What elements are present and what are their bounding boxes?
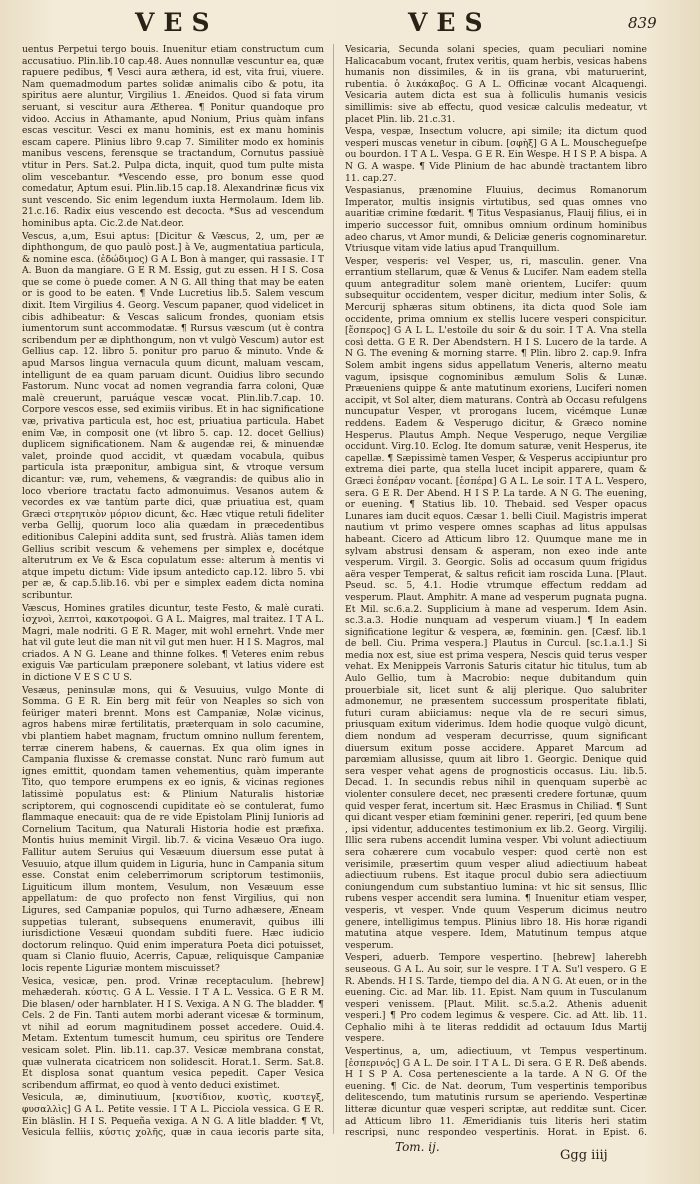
dictionary-entry: Vesper, vesperis: vel Vesper, us, ri, masculin. gener. Vna errantium stellarum, quæ & Venus & Lucifer. Nam eadem stella quum antegraditur solem manè orientem, Lucifer: quum subsequitur occidentem, vesper dicitur, medium inter Solis, & Mercurij sphæras situm obtinens, ita dicta quod Sole iam occidente, prima omnium ex stellis lucere vesperi conspicitur. [ἕσπερος] G A L L. L'estoile du soir & du soir. I T A. Vna stella così detta. G E R. Der Abendstern. H I S. Lucero de la tarde. A N G. The evening & morning starre. ¶ Plin. libro 2. cap.9. Infra Solem ambit ingens sidus appellatum Veneris, alterno meatu vagum, ipsisque cognominibus æmulum Solis & Lunæ. Præueniens quippe & ante matutinum exoriens, Luciferi nomen accipit, vt Sol alter, diem maturans. Contrà ab Occasu refulgens nuncupatur Vesper, vt prorogans lucem, vicémque Lunæ reddens. Eadem & Vesperugo dicitur, & Græco nomine Hesperus. Plautus Amph. Neque Vesperugo, neque Vergiliæ occidunt. Virg.10. Eclog. Ite domum saturæ, venit Hesperus, ite capellæ. ¶ Sæpissimè tamen Vesper, & Vesperus accipiuntur pro extrema diei parte, qua stella lucet incipit apparere, quam & Græci ἑσπέραν vocant. [ἑσπέρα] G A L. Le soir. I T A L. Vespero, sera. G E R. Der Abend. H I S P. La tarde. A N G. The euening, or euening. ¶ Statius lib. 10. Thebaid. sed Vesper opacus Lunares iam ducit equos. Cæsar 1. belli Ciuil. Magistris imperat nautium vt primo vespere omnes scaphas ad litus appulsas habeant. Cicero ad Atticum libro 12. Quumque mane me in sylvam abstrusi densam & asperam, non exeo inde ante vesperum. Virgil. 3. Georgic. Solis ad occasum quum frigidus aëra vesper Temperat, & saltus reficit iam roscida Luna. [Plaut. Pseud. sc. 5, 4.1. Hodie vtrumque effectum reddam ad vesperum. Plaut. Amphitr. A mane ad vesperum pugnata pugna. Et Mil. sc.6.a.2. Supplicium à mane ad vesperum. Idem Asin. sc.3.a.3. Hodie nunquam ad vesperum viuam.] ¶ In eadem significatione legitur & vespera, æ, fœminin. gen. [Cæsf. lib.1 de bell. Ciu. Prima vespera.] Plautus in Curcul. [sc.1.a.1.] Si media nox est, siue est prima vespera, Nescis quid terus vesper vehat. Ex Menippeis Varronis Saturis citatur hic titulus, tum ab Aulo Gellio, tum à Macrobio: neque dubitandum quin prouerbiale sit, licet sunt & alij plerique. Quo salubriter admonemur, ne præsentem successum prosperitate fiblati, futuri curam abiiciamus: neque vla de re securi simus, priusquam exitum viderimus. Idem hodie quoque vulgò dicunt, diem nondum ad vesperam decurrisse, quum significant diuersum exitum posse accidere. Apparet Marcum ad parœmiam allusisse, quum ait libro 1. Georgic. Denique quid sera vesper vehat agens de prognosticis occasus. Liu. lib.5. Decad. 1. In secundis rebus nihil in quenquam superbè ac violenter consulere decet, nec præsenti credere fortunæ, quum quid vesper ferat, incertum sit. Hæc Erasmus in Chiliad. ¶ Sunt qui dicant vesper etiam fœminini gener. reperiri, [ed quum bene , ipsi videntur, adducentes testimonium ex lib.2. Georg. Virgilij. Illic sera rubens accendit lumina vesper. Vbi volunt adiectiuum sera cohærere cum vocabulo vesper: quod certè non est verisimile, præsertim quum vesper aliud adiectiuum habeat adiectiuum rubens. Est itaque procul dubio sera adiectiuum coniungendum cum substantiuo lumina: vt hic sit sensus, Illic rubens vesper accendit sera lumina. ¶ Inuenitur etiam vesper, vesperis, vt vesper. Vnde quum Vesperum dicimus neutro genere, intelligimus tempus. Plinius libro 18. His horæ rigandi matutina atque vespere. Idem, Matutinum tempus atque vesperum. <box>345 255 647 951</box>
dictionary-entry: Vesicaria, Secunda solani species, quam peculiari nomine Halicacabum vocant, frutex veritis, quam herbis, vesicas habens humanis non dissimiles, & in iis grana, vbi maturuerint, rubentia. ὁ λικάκαβος. G A L. Officinæ vocant Alcaquengi. Vesicaria autem dicta est sua à folliculis humanis vesicis simillimis: sive ab effectu, quod vesicæ calculis medeatur, vt placet Plin. lib. 21.c.31. <box>345 44 647 125</box>
dictionary-entry: Vespa, vespæ, Insectum volucre, api simile; ita dictum quod vesperi muscas venetur in cibum. [σφὴξ] G A L. Mouschegueſpe ou bourdon. I T A L. Vespa. G E R. Ein Wespe. H I S P. A bispa. A N G. A waspe. ¶ Vide Plinium de hac abundè tractantem libro 11. cap.27. <box>345 126 647 184</box>
dictionary-entry: uentus Perpetui tergo bouis. Inuenitur etiam constructum cum accusatiuo. Plin.lib.10 cap.48. Aues nonnullæ vescuntur ea, quæ rapuere pedibus, ¶ Vesci aura æthera, id est, vita frui, viuere. Nam quemadmodum partes solidæ animalis cibo & potu, ita spiritus aere aluntur, Virgilius 1. Æneidos. Quod si fata virum seruant, si vescitur aura Ætherea. ¶ Ponitur quandoque pro vidoo. Accius in Athamante, apud Nonium, Prius quàm infans escas vescitur. Vesci ex manu hominis, est ex manu hominis escam capere. Plinius libro 9.cap 7. Similiter modo ex hominis manibus vescens, ferensque se tractandum, Cornutus passiuè vtitur in Pers. Sat.2. Pulpa dicta, inquit, quod tum pulte mista olim vescebantur. *Vescendo esse, pro bonum esse quod comedatur, Aptum esui. Plin.lib.15 cap.18. Alexandrinæ ficus vix sunt vescendo. Sic enim legendum iuxta Hermolaum. Idem lib. 21.c.16. Radix eius vescendo est decocta. *Sus ad vescendum hominibus apta. Cic.2.de Nat.deor. <box>22 44 324 229</box>
dictionary-entry: Væscus, Homines gratiles dicuntur, teste Festo, & malè curati. ἰσχνοὶ, λεπτοὶ, κακοτροφοὶ. G A L. Maigres, mal traitez. I T A L. Magri, male nodriti. G E R. Mager, mit wohl ernehrt. Vnde mer hat vil gute leut die man nit vil gut men huer. H I S. Magros, mal criados. A N G. Leane and thinne folkes. ¶ Veteres enim rebus exiguis Væ particulam præponere solebant, vt latius videre est in dictione V E S C U S. <box>22 602 324 684</box>
dictionary-entry: Vesica, vesicæ, pen. prod. Vrinæ receptaculum. [hebrew] mehæderah. κύστις. G A L. Vessie. I T A L. Vessica. G E R M. Die blasen/ oder harnblater. H I S. Vexiga. A N G. The bladder. ¶ Cels. 2 de Fin. Tanti autem morbi aderant vicesæ & torminum, vt nihil ad eorum magnitudinem posset accedere. Ouid.4. Metam. Extentum tumescit humum, ceu spiritus ore Tendere vesicam solet. Plin. lib.11. cap.37. Vesicæ membrana constat, quæ vulnerata cicatricem non solidescit. Horat.1. Serm. Sat.8. Et displosa sonat quantum vesica pepedit. Caper Vesica scribendum affirmat, eo quod à vento deduci existimet. <box>22 975 324 1091</box>
dictionary-entry: Vesicula, æ, diminutiuum, [κυστίδιον, κυστὶς, κυστεγξ, φυσαλλὶς] G A L. Petite vessie. I T A L. Picciola vessica. G E R. Ein bläslin. H I S. Pequeña vexiga. A N G. A litle bladder. ¶ Vt, Vesicula felliis, κύστις χολῆς, quæ in caua iecoris parte sita, <box>22 1092 324 1139</box>
gathering-signature: Ggg iiij <box>560 1148 608 1163</box>
running-head-left: VES <box>135 8 219 37</box>
dictionary-entry: Vespertinus, a, um, adiectiuum, vt Tempus vespertinum. [ἑσπερινός] G A L. De soir. I T A L. Di sera. G E R. Deß abends. H I S P A. Cosa pertenesciente a la tarde. A N G. Of the euening. ¶ Cic. de Nat. deorum, Tum vespertinis temporibus delitescendo, tum matutinis rursum se aperiendo. Vespertinæ litteræ dicuntur quæ vesperi scriptæ, aut redditæ sunt. Cicer. ad Atticum libro 11. Æmeridianis tuis literis heri statim rescripsi, nunc respondeo vespertinis. Horat. in Epist. 6. <box>345 1046 647 1139</box>
left-column <box>22 44 324 1139</box>
volume-signature: Tom. ij. <box>395 1140 440 1154</box>
page-footer <box>0 1140 700 1180</box>
running-head <box>0 8 700 42</box>
dictionary-entry: Vescus, a,um, Esui aptus: [Dicitur & Væscus, 2, um, per æ diphthongum, de quo paulò post.] à Ve, augmentatiua particula, & nomine esca. (ἐδώδιμος) G A L Bon à manger, qui rassasie. I T A. Buon da mangiare. G E R M. Essig, gut zu essen. H I S. Cosa que se come ò puede comer. A N G. All thing that may be eaten or is good to be eaten. ¶ Vnde Lucretius lib.5. Salem vescum dixit. Item Virgilius 4. Georg. Vescum papaner, quod videlicet in cibis adhibeatur: & Vescas salicum frondes, quoniam etsis iumentorum sunt accommodatæ. ¶ Rursus væscum (ut è contra scribendum per æ diphthongum, non vt vulgò Vescum) autor est Gellius cap. 12. libro 5. ponitur pro paruo & minuto. Vnde & apud Marsos lingua vernacula quum dicunt, maluam vescam, intelligunt de ea quam paruam dicunt. Ouidius libro secundo Fastorum. Nunc vocat ad nomen vegrandia farra coloni, Quæ malè creuerunt, paruáque vescæ vocat. Plin.lib.7.cap. 10. Corpore vescos esse, sed eximiis viribus. Et in hac significatione væ, privativa particula est, hoc est, priuatiua particula. Habet enim Væ, in composit one (vt libro 5. cap. 12. docet Gellius) duplicem significationem. Nam & augendæ rei, & minuendæ valet, proinde quod accidit, vt quædam vocabula, quibus particula ista præponitur, ambigua sint, & vtroque versum dicantur: væ, rum, vehemens, & vægrandis: de quibus alio in loco vberiore tractatu facto admonuimus. Vesanos autem & vecordes ex væ tantùm parte dici, quæ priuatiua est, quam Græci στερητικὸν μόριον dicunt, &c. Hæc vtique retuli fideliter verba Gellij, quorum loco alia quædam in præcedentibus editionibus Calepini addita sunt, sed frustrà. Aliàs tamen idem Gellius scribit vescum & vehemens per simplex e, docétque alterutrum ex Ve & Esca copulatum esse: alterum à mentis vi atque impetu dictum: Vide ipsum antedicto cap.12. libro 5. vbi per æ, & cap.5.lib.16. vbi per e simplex eadem dicta nomina scribuntur. <box>22 230 324 601</box>
right-column <box>345 44 647 1139</box>
dictionary-entry: Vespasianus, prænomine Fluuius, decimus Romanorum Imperator, multis insignis virtutibus, sed quas omnes vno auaritiæ crimine fœdarit. ¶ Titus Vespasianus, Flauij filius, ei in imperio successor fuit, omnibus omnium ordinum hominibus adeo charus, vt Amor mundi, & Deliciæ generis cognominaretur. Vtriusque vitam vide latius apud Tranquillum. <box>345 185 647 255</box>
dictionary-entry: Vesperi, aduerb. Tempore vespertino. [hebrew] laherebh seuseous. G A L. Au soir, sur le vespre. I T A. Su'l vespero. G E R. Abends. H I S. Tarde, tiempo del dia. A N G. At euen, or in the euening. Cic. ad Mar. lib. 11. Epist. Nam quum in Tusculanum vesperi venissem. [Plaut. Milit. sc.5.a.2. Athenis aduenit vesperi.] ¶ Pro codem legimus & vespere. Cic. ad Att. lib. 11. Cephalio mihi à te literas reddidit ad octauum Idus Martij vespere. <box>345 952 647 1045</box>
running-head-right: VES <box>408 8 492 37</box>
dictionary-entry: Vesæus, peninsulæ mons, qui & Vesuuius, vulgo Monte di Somma. G E R. Ein berg mit feür von Neaples so sich von feüriger materi brennt. Mons est Campaniæ, Nolæ vicinus, agros habens miræ fertilitatis, præterquam in solo cacumine, vbi plantiem habet magnam, fructum omnino nullum ferentem, terræ cinerem habens, & cauernas. Ex qua olim ignes in Campania fluxisse & cremasse constat. Nunc rarò fumum aut ignes emittit, quondam tamen vehementius, quàm imperante Tito, quo tempore erumpens ex eo ignis, & vicinas regiones latissimè populatus est: & Plinium Naturalis historiæ scriptorem, qui cognoscendi cupiditate eò se contulerat, fumo flammaque enecauit: qua de re vide Epistolam Plinij Iunioris ad Cornelium Tacitum, qua Naturali Historia hodie est præfixa. Montis huius meminit Virgil. lib.7. & vicina Vesæuo Ora iugo. Fallitur autem Seruius qui Vesæuum diuersum esse putat à Vesuuio, atque illum quidem in Liguria, hunc in Campania situm esse. Constat enim celeberrimorum scriptorum testimoniis, Liguiticum illum montem, Vesulum, non Vesæuum esse appellatum: de quo profecto non fenst Virgilius, qui non Ligures, sed Campaniæ populos, qui Turno adhæsere, Æneam suppetias tulerant, subsequens enumeravit, quibus illi iurisdictione Vesæui quondam subditi fuere. Hæc iudicio doctorum relinquo. Quid enim imperatura Poeta dici potuisset, quam si Clanio fluuio, Acerris, Capuæ, reliquisque Campaniæ locis repente Liguriæ montem miscuisset? <box>22 684 324 974</box>
page-number: 839 <box>628 14 657 32</box>
column-divider <box>333 44 334 1134</box>
